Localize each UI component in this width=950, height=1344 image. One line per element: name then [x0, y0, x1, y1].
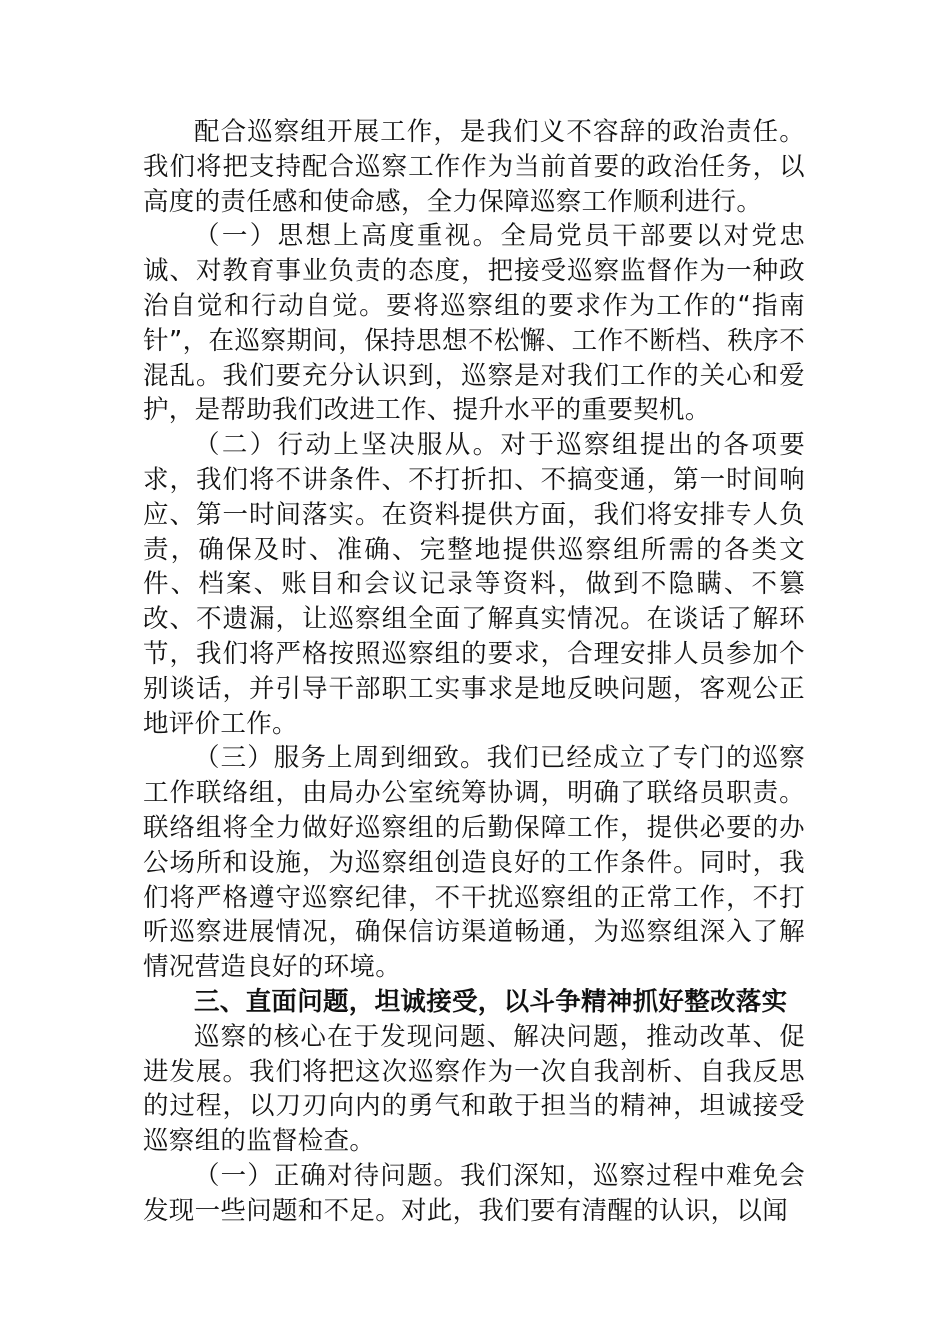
paragraph-intro: 配合巡察组开展工作，是我们义不容辞的政治责任。我们将把支持配合巡察工作作为当前首要的政治任务，以高度的责任感和使命感，全力保障巡察工作顺利进行。	[143, 117, 805, 217]
paragraph-point-2: （二）行动上坚决服从。对于巡察组提出的各项要求，我们将不讲条件、不打折扣、不搞变通，第一时间响应、第一时间落实。在资料提供方面，我们将安排专人负责，确保及时、准确、完整地提供巡察组所需的各类文件、档案、账目和会议记录等资料，做到不隐瞒、不篡改、不遗漏，让巡察组全面了解真实情况。在谈话了解环节，我们将严格按照巡察组的要求，合理安排人员参加个别谈话，并引导干部职工实事求是地反映问题，客观公正地评价工作。	[143, 430, 805, 739]
section-heading: 三、直面问题，坦诚接受，以斗争精神抓好整改落实	[194, 986, 788, 1017]
paragraph-point-1: （一）思想上高度重视。全局党员干部要以对党忠诚、对教育事业负责的态度，把接受巡察监督作为一种政治自觉和行动自觉。要将巡察组的要求作为工作的“指南针”，在巡察期间，保持思想不松懈、工作不断档、秩序不混乱。我们要充分认识到，巡察是对我们工作的关心和爱护，是帮助我们改进工作、提升水平的重要契机。	[143, 221, 805, 426]
paragraph-point-3: （三）服务上周到细致。我们已经成立了专门的巡察工作联络组，由局办公室统筹协调，明确了联络员职责。联络组将全力做好巡察组的后勤保障工作，提供必要的办公场所和设施，为巡察组创造良好的工作条件。同时，我们将严格遵守巡察纪律，不干扰巡察组的正常工作，不打听巡察进展情况，确保信访渠道畅通，为巡察组深入了解情况营造良好的环境。	[143, 743, 805, 983]
document-page	[143, 115, 805, 1229]
paragraph-section-point-1: （一）正确对待问题。我们深知，巡察过程中难免会发现一些问题和不足。对此，我们要有清醒的认识，以闻	[143, 1160, 805, 1226]
paragraph-section-intro: 巡察的核心在于发现问题、解决问题，推动改革、促进发展。我们将把这次巡察作为一次自我剖析、自我反思的过程，以刀刃向内的勇气和敢于担当的精神，坦诚接受巡察组的监督检查。	[143, 1021, 805, 1157]
